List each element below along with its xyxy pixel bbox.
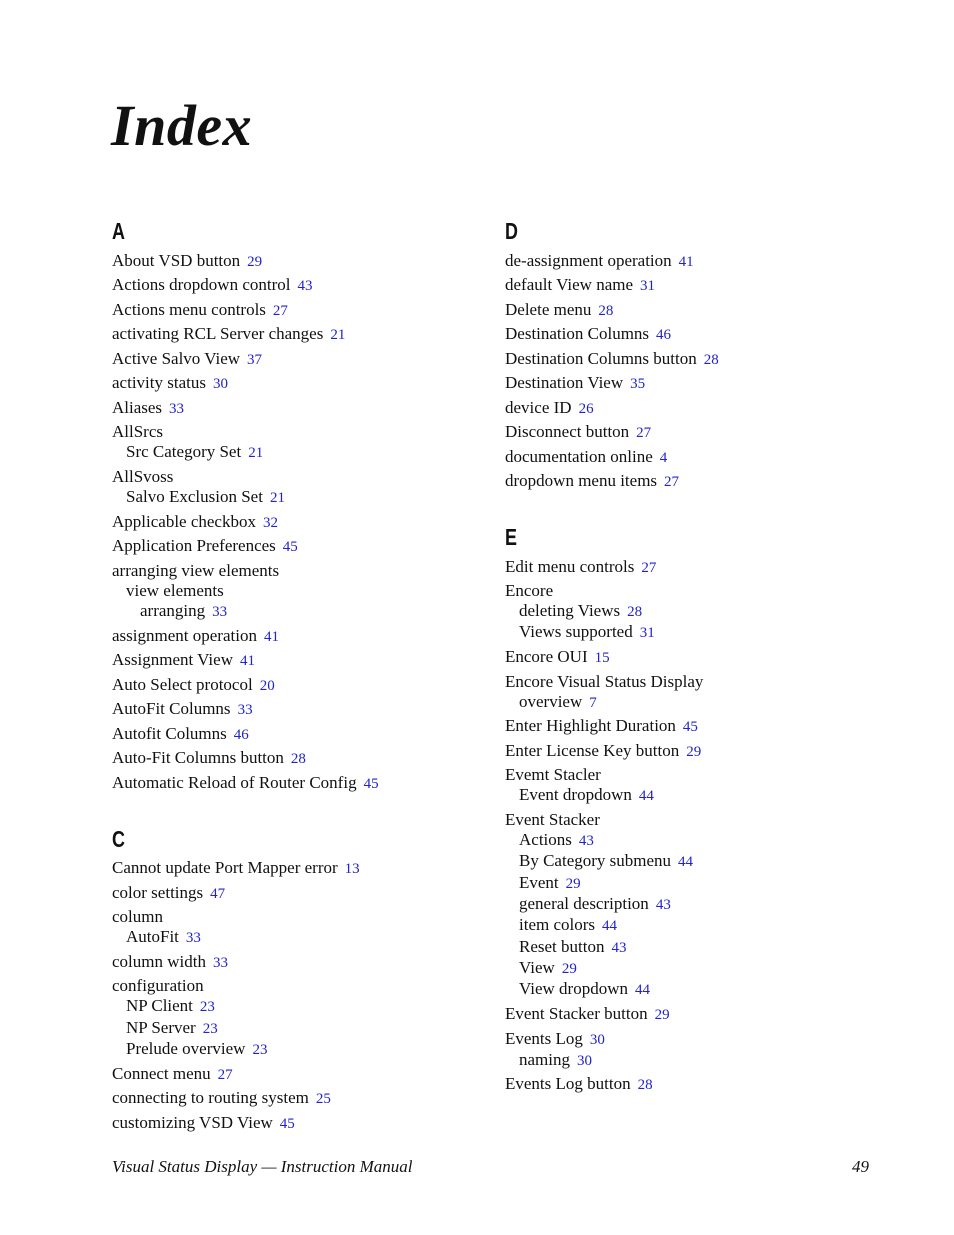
- entry-term: Assignment View: [112, 650, 233, 670]
- page-link[interactable]: 44: [602, 918, 618, 935]
- index-subentry: [112, 996, 472, 1017]
- entry-term: item colors: [519, 915, 596, 935]
- index-entry: [112, 422, 472, 442]
- page-link[interactable]: 27: [217, 1066, 233, 1083]
- page-link[interactable]: 44: [635, 982, 650, 999]
- entry-term: color settings: [112, 882, 204, 902]
- page-link[interactable]: 43: [611, 939, 627, 956]
- page-link[interactable]: 29: [654, 1007, 670, 1024]
- index-entry: [112, 724, 472, 745]
- index-entry: [112, 251, 472, 272]
- entry-term: Active Salvo View: [112, 348, 241, 368]
- page-link[interactable]: 26: [578, 400, 594, 417]
- page-link[interactable]: 21: [269, 489, 285, 506]
- index-subentry: [112, 927, 472, 948]
- index-column-right: [505, 215, 865, 1124]
- page-link[interactable]: 20: [259, 677, 275, 694]
- entry-term: About VSD button: [112, 250, 241, 270]
- index-entry: [505, 1029, 865, 1050]
- index-entry: [505, 447, 865, 468]
- entry-term: Auto-Fit Columns button: [112, 748, 284, 768]
- page-link[interactable]: 28: [703, 351, 719, 368]
- page-link[interactable]: 28: [627, 604, 643, 620]
- index-entry: [112, 300, 472, 321]
- index-entry-list: [112, 858, 472, 1134]
- entry-term: naming: [519, 1049, 570, 1069]
- index-subentry: [505, 692, 865, 713]
- entry-term: customizing VSD View: [112, 1112, 273, 1132]
- entry-term: dropdown menu items: [505, 471, 658, 490]
- entry-term: Evemt Stacler: [505, 765, 601, 785]
- page-link[interactable]: 31: [639, 625, 655, 642]
- entry-term: configuration: [112, 976, 204, 996]
- entry-term: column width: [112, 951, 206, 971]
- index-section: [112, 215, 472, 794]
- index-entry: [112, 561, 472, 581]
- page-link[interactable]: 32: [262, 514, 278, 531]
- index-subentry: [505, 851, 865, 872]
- entry-term: device ID: [505, 397, 572, 417]
- entry-term: Salvo Exclusion Set: [126, 486, 263, 506]
- entry-term: Reset button: [519, 936, 605, 956]
- page-link[interactable]: 33: [169, 400, 185, 417]
- index-subentry: [112, 601, 472, 622]
- index-subentry: [505, 937, 865, 958]
- index-entry-list: [505, 251, 865, 493]
- index-entry: [112, 398, 472, 419]
- entry-term: connecting to routing system: [112, 1088, 309, 1108]
- page-link[interactable]: 43: [297, 278, 313, 294]
- index-entry: [505, 765, 865, 785]
- entry-term: AllSvoss: [112, 466, 174, 486]
- page-link[interactable]: 23: [202, 1020, 218, 1037]
- entry-term: Views supported: [519, 622, 633, 642]
- index-subentry: [112, 1018, 472, 1039]
- entry-term: Actions menu controls: [112, 299, 266, 319]
- page-title: Index: [111, 93, 253, 158]
- page-link[interactable]: 27: [636, 425, 652, 441]
- index-entry: [112, 512, 472, 533]
- index-subentry: [505, 622, 865, 643]
- entry-term: general description: [519, 894, 649, 914]
- index-subentry: [112, 1039, 472, 1060]
- page-link[interactable]: 46: [233, 726, 249, 743]
- entry-term: Destination Columns button: [505, 348, 697, 368]
- index-entry: [112, 626, 472, 647]
- entry-term: arranging view elements: [112, 560, 280, 580]
- index-subentry: [505, 1050, 865, 1071]
- page-link[interactable]: 15: [594, 650, 610, 667]
- entry-term: Prelude overview: [126, 1039, 246, 1059]
- entry-term: NP Client: [126, 996, 193, 1016]
- entry-term: Destination View: [505, 373, 624, 392]
- page-link[interactable]: 41: [239, 653, 255, 670]
- index-entry: [112, 952, 472, 973]
- page-link[interactable]: 33: [212, 603, 228, 620]
- section-letter-heading: D: [505, 218, 518, 244]
- entry-term: Edit menu controls: [505, 556, 635, 576]
- page-link[interactable]: 21: [248, 445, 264, 461]
- entry-term: Event dropdown: [519, 785, 632, 805]
- index-entry: [505, 716, 865, 737]
- index-entry-list: [505, 557, 865, 1096]
- page-link[interactable]: 45: [682, 719, 698, 736]
- page-link[interactable]: 45: [363, 775, 379, 792]
- page-link[interactable]: 35: [630, 376, 646, 392]
- entry-term: Aliases: [112, 397, 163, 417]
- entry-term: AutoFit: [126, 927, 179, 947]
- index-entry-list: [112, 251, 472, 794]
- page-link[interactable]: 46: [656, 327, 672, 343]
- index-subentry: [505, 785, 865, 806]
- page-link[interactable]: 33: [185, 930, 201, 947]
- entry-term: Encore Visual Status Display: [505, 671, 704, 691]
- page-link[interactable]: 27: [664, 474, 680, 490]
- entry-term: assignment operation: [112, 625, 257, 645]
- page-link[interactable]: 7: [589, 694, 597, 711]
- entry-term: Applicable checkbox: [112, 511, 256, 531]
- index-entry: [505, 557, 865, 578]
- entry-term: documentation online: [505, 446, 653, 466]
- index-entry: [112, 748, 472, 769]
- index-subentry: [505, 830, 865, 851]
- index-section: [505, 521, 865, 1095]
- index-subentry: [112, 487, 472, 508]
- index-entry: [112, 650, 472, 671]
- entry-term: view elements: [126, 580, 224, 600]
- entry-term: Event Stacker: [505, 810, 600, 830]
- footer-doc-title: Visual Status Display — Instruction Manual: [112, 1157, 413, 1176]
- entry-term: Event: [519, 872, 559, 892]
- entry-term: View dropdown: [519, 979, 628, 999]
- index-entry: [505, 251, 865, 272]
- entry-term: arranging: [140, 600, 206, 620]
- index-section: [505, 215, 865, 492]
- index-entry: [112, 907, 472, 927]
- entry-term: overview: [519, 691, 583, 711]
- section-letter-heading: A: [112, 218, 125, 244]
- index-entry: [112, 373, 472, 394]
- index-entry: [505, 810, 865, 830]
- entry-term: Event Stacker button: [505, 1004, 648, 1024]
- index-entry: [112, 858, 472, 879]
- entry-term: default View name: [505, 275, 634, 294]
- index-entry: [505, 422, 865, 443]
- index-entry: [505, 581, 865, 601]
- index-entry: [505, 275, 865, 296]
- entry-term: Application Preferences: [112, 536, 276, 556]
- page-link[interactable]: 37: [247, 351, 263, 368]
- entry-term: Automatic Reload of Router Config: [112, 772, 357, 792]
- page-link[interactable]: 45: [279, 1115, 295, 1132]
- index-entry: [505, 300, 865, 321]
- page-link[interactable]: 33: [237, 702, 253, 719]
- entry-term: Encore OUI: [505, 647, 588, 667]
- index-entry: [112, 1064, 472, 1085]
- page-link[interactable]: 31: [640, 278, 656, 294]
- index-entry: [112, 275, 472, 296]
- page-link[interactable]: 30: [212, 376, 228, 392]
- entry-term: By Category submenu: [519, 851, 672, 871]
- page-link[interactable]: 41: [263, 628, 279, 645]
- footer-page-number: 49: [852, 1157, 869, 1176]
- index-entry: [505, 373, 865, 394]
- page-link[interactable]: 13: [344, 861, 360, 878]
- entry-term: Events Log button: [505, 1074, 631, 1094]
- page-link[interactable]: 30: [577, 1052, 592, 1069]
- index-subentry: [505, 915, 865, 936]
- entry-term: View: [519, 957, 555, 977]
- index-entry: [112, 324, 472, 345]
- index-entry: [112, 675, 472, 696]
- page-link[interactable]: 30: [589, 1031, 605, 1048]
- entry-term: Encore: [505, 581, 554, 600]
- entry-term: Events Log: [505, 1028, 583, 1048]
- index-subentry: [505, 894, 865, 915]
- page-link[interactable]: 41: [678, 253, 694, 270]
- index-entry: [112, 773, 472, 794]
- section-letter-heading: C: [112, 825, 125, 852]
- page-link[interactable]: 45: [282, 539, 298, 556]
- index-entry: [505, 1074, 865, 1095]
- page-link[interactable]: 29: [561, 960, 577, 977]
- index-entry: [505, 398, 865, 419]
- page-link[interactable]: 28: [598, 302, 614, 319]
- index-entry: [112, 536, 472, 557]
- index-entry: [505, 471, 865, 492]
- page-link[interactable]: 27: [641, 559, 657, 576]
- entry-term: activating RCL Server changes: [112, 324, 324, 343]
- entry-term: Cannot update Port Mapper error: [112, 858, 338, 878]
- page-link[interactable]: 29: [565, 875, 581, 892]
- index-entry: [112, 883, 472, 904]
- page-link[interactable]: 28: [290, 751, 306, 768]
- page-link[interactable]: 25: [315, 1091, 331, 1108]
- entry-term: activity status: [112, 373, 206, 392]
- entry-term: Autofit Columns: [112, 723, 227, 743]
- index-entry: [112, 699, 472, 720]
- entry-term: Delete menu: [505, 299, 592, 319]
- entry-term: NP Server: [126, 1017, 196, 1037]
- index-entry: [112, 1088, 472, 1109]
- index-entry: [505, 1004, 865, 1025]
- entry-term: de-assignment operation: [505, 250, 672, 270]
- entry-term: Src Category Set: [126, 442, 242, 461]
- page-link[interactable]: 21: [330, 327, 346, 343]
- page-link[interactable]: 44: [678, 854, 694, 871]
- page-link[interactable]: 28: [637, 1077, 653, 1094]
- entry-term: Enter Highlight Duration: [505, 716, 676, 736]
- index-subentry: [505, 601, 865, 622]
- page-link[interactable]: 47: [210, 885, 226, 902]
- entry-term: AutoFit Columns: [112, 699, 231, 719]
- section-letter-heading: E: [505, 524, 517, 550]
- entry-term: Actions: [519, 830, 572, 850]
- entry-term: column: [112, 907, 163, 927]
- page-link[interactable]: 43: [655, 897, 671, 914]
- index-entry: [112, 976, 472, 996]
- page-link[interactable]: 27: [272, 302, 288, 319]
- index-entry: [505, 349, 865, 370]
- page-link[interactable]: 23: [199, 999, 215, 1016]
- entry-term: Actions dropdown control: [112, 275, 291, 294]
- page-link[interactable]: 44: [638, 788, 654, 805]
- entry-term: AllSrcs: [112, 422, 163, 441]
- entry-term: Enter License Key button: [505, 740, 680, 760]
- index-entry: [112, 467, 472, 487]
- page-link[interactable]: 4: [659, 449, 668, 466]
- page-link[interactable]: 33: [212, 954, 228, 971]
- entry-term: Disconnect button: [505, 422, 630, 441]
- index-subentry: [112, 581, 472, 601]
- index-entry: [505, 324, 865, 345]
- index-subentry: [505, 958, 865, 979]
- index-subentry: [505, 979, 865, 1000]
- index-entry: [505, 741, 865, 762]
- page-link[interactable]: 29: [686, 743, 702, 760]
- index-section: [112, 823, 472, 1134]
- index-column-left: [112, 215, 472, 1163]
- index-entry: [112, 349, 472, 370]
- index-entry: [112, 1113, 472, 1134]
- entry-term: Destination Columns: [505, 324, 650, 343]
- page-link[interactable]: 43: [578, 833, 594, 850]
- entry-term: Connect menu: [112, 1063, 211, 1083]
- index-entry: [505, 672, 865, 692]
- page-link[interactable]: 29: [247, 253, 263, 270]
- index-entry: [505, 647, 865, 668]
- index-subentry: [505, 873, 865, 894]
- page-link[interactable]: 23: [252, 1042, 268, 1059]
- index-subentry: [112, 442, 472, 463]
- entry-term: Auto Select protocol: [112, 674, 253, 694]
- entry-term: deleting Views: [519, 601, 621, 620]
